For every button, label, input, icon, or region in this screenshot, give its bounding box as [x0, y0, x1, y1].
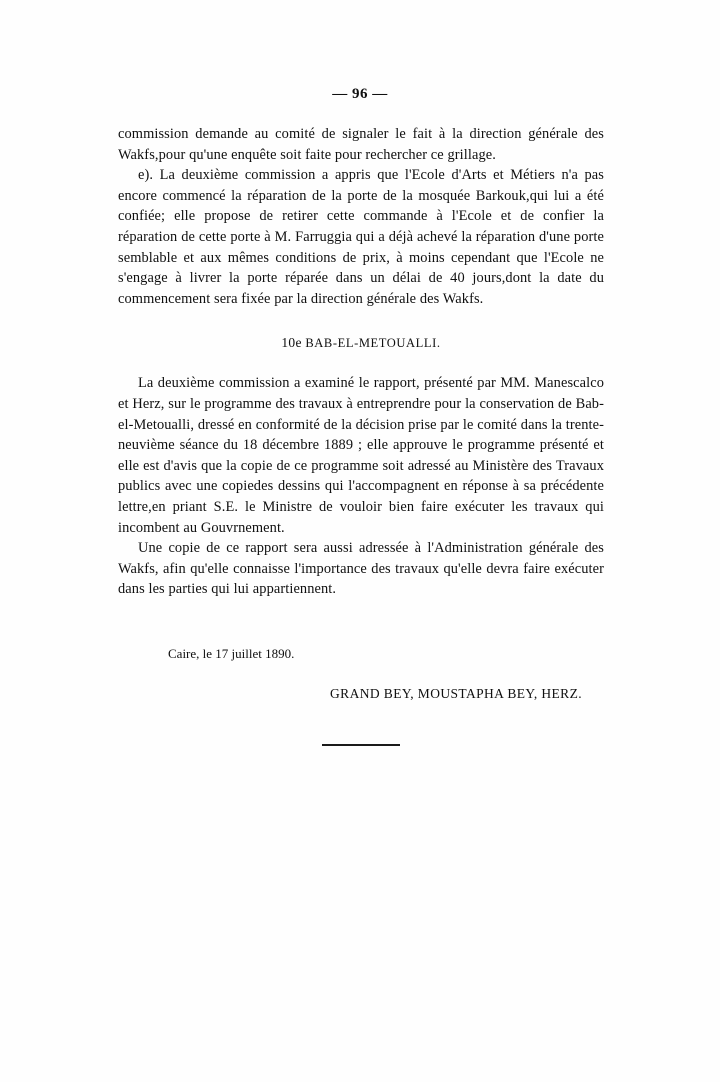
horizontal-rule: [322, 744, 400, 746]
paragraph: Une copie de ce rapport sera aussi adressée à l'Administration générale des Wakfs, afin qu'elle connaisse l'importance des travaux qu'elle devra faire exécuter dans les parties qui lui appartiennent.: [118, 540, 604, 598]
section-title: BAB-EL-METOUALLI.: [305, 336, 441, 351]
signature-line: [118, 686, 604, 702]
signature-names: GRAND BEY, MOUSTAPHA BEY, HERZ.: [330, 685, 582, 701]
paragraph: commission demande au comité de signaler le fait à la direction générale des Wakfs,pour qu'une enquête soit faite pour rechercher ce grillage.: [118, 126, 604, 163]
paragraph: e). La deuxième commission a appris que l'Ecole d'Arts et Métiers n'a pas encore commencé la réparation de la porte de la mosquée Barkouk,qui lui a été confiée; elle propose de retirer cette commande à l'Ecole et de confier la réparation de cette porte à M. Farruggia qui a déjà achevé la réparation d'une porte semblable et aux mêmes conditions de prix, à moins cependant que l'Ecole ne s'engage à livrer la porte réparée dans un délai de 40 jours,dont la date du commencement sera fixée par la direction générale des Wakfs.: [118, 167, 604, 307]
page-number: — 96 —: [332, 86, 388, 102]
section-number: 10e: [281, 335, 302, 351]
place-and-date: Caire, le 17 juillet 1890.: [168, 645, 295, 661]
paragraph: La deuxième commission a examiné le rapport, présenté par MM. Manescalco et Herz, sur le programme des travaux à entreprendre pour la conservation de Bab-el-Metoualli, dressé en conformité de la décision prise par le comité dans la trente-neuvième séance du 18 décembre 1889 ; elle approuve le programme présenté et elle est d'avis que la copie de ce programme soit adressé au Ministère des Travaux publics avec une copiedes dessins qui l'accompagnent en réponse à sa précédente lettre,en priant S.E. le Ministre de vouloir bien faire exécuter les travaux qui incombent au Gouvrnement.: [118, 375, 604, 536]
body-column: [118, 124, 604, 746]
section-heading: [118, 335, 604, 351]
